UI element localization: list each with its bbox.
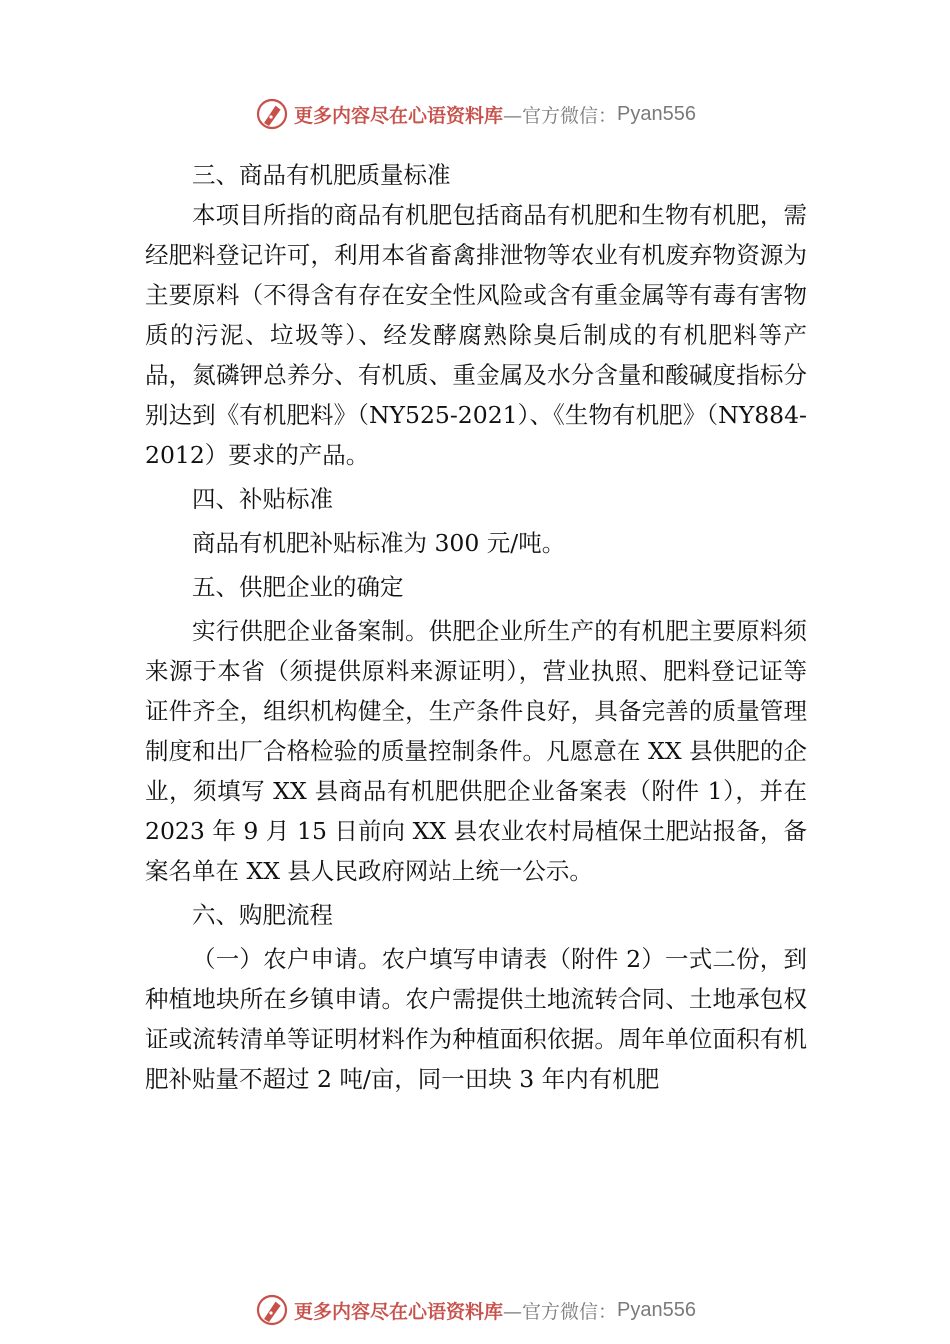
banner-official-text: —官方微信： [503, 104, 618, 127]
section3-heading: 三、商品有机肥质量标准 [192, 161, 451, 189]
pen-nib-logo-icon [254, 96, 290, 132]
section5-heading: 五、供肥企业的确定 [192, 573, 404, 601]
document-body [145, 155, 807, 1099]
banner-wechat-id: Pyan556 [617, 102, 696, 125]
section4-paragraph: 商品有机肥补贴标准为 300 元/吨。 [192, 529, 566, 557]
banner-brand-text: 更多内容尽在心语资料库 [294, 1300, 504, 1323]
header-banner [0, 92, 950, 136]
section4-heading: 四、补贴标准 [192, 485, 333, 513]
banner-official-text: —官方微信： [503, 1300, 618, 1323]
section6-heading: 六、购肥流程 [192, 901, 333, 929]
banner-wechat-id: Pyan556 [617, 1298, 696, 1321]
footer-banner [0, 1288, 950, 1332]
section6-item1-paragraph: （一）农户申请。农户填写申请表（附件 2）一式二份，到种植地块所在乡镇申请。农户需提供土地流转合同、土地承包权证或流转清单等证明材料作为种植面积依据。周年单位面积有机肥补贴量不超过 2 吨/亩，同一田块 3 年内有机肥 [145, 945, 807, 1093]
section3-paragraph: 本项目所指的商品有机肥包括商品有机肥和生物有机肥，需经肥料登记许可，利用本省畜禽排泄物等农业有机废弃物资源为主要原料（不得含有存在安全性风险或含有重金属等有毒有害物质的污泥、垃圾等）、经发酵腐熟除臭后制成的有机肥料等产品，氮磷钾总养分、有机质、重金属及水分含量和酸碱度指标分别达到《有机肥料》（NY525-2021）、《生物有机肥》（NY884-2012）要求的产品。 [145, 201, 807, 469]
banner-brand-text: 更多内容尽在心语资料库 [294, 104, 504, 127]
section5-paragraph: 实行供肥企业备案制。供肥企业所生产的有机肥主要原料须来源于本省（须提供原料来源证明），营业执照、肥料登记证等证件齐全，组织机构健全，生产条件良好，具备完善的质量管理制度和出厂合格检验的质量控制条件。凡愿意在 XX 县供肥的企业，须填写 XX 县商品有机肥供肥企业备案表（附件 1），并在 2023 年 9 月 15 日前向 XX 县农业农村局植保土肥站报备，备案名单在 XX 县人民政府网站上统一公示。 [145, 617, 807, 885]
pen-nib-logo-icon [254, 1292, 290, 1328]
